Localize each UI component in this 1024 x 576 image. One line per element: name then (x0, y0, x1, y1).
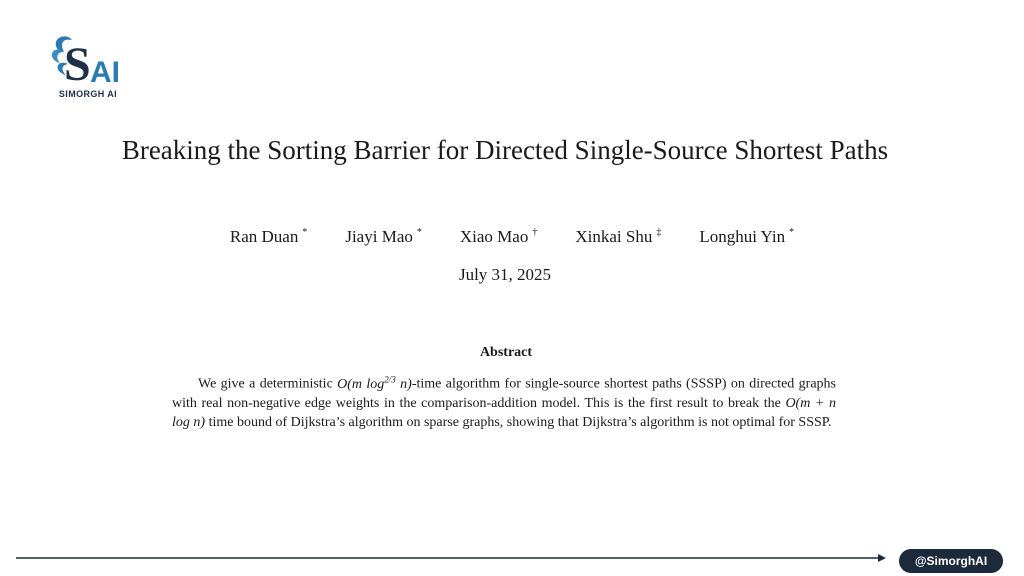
abstract-text-part: -time algorithm for single-source shortest paths (SSSP) on directed graphs with real non-negative edge weights in the comparison-addition model. This is the first result to break the (172, 376, 836, 411)
complexity-formula: O(m $\log^{2/3} n$) (337, 374, 412, 392)
abstract-heading: Abstract (479, 345, 533, 360)
logo-caption: SIMORGH AI (58, 89, 118, 99)
author-affiliation-mark: * (302, 227, 308, 239)
abstract-text-part: We give a deterministic (198, 376, 338, 392)
author-name: Longhui Yin (699, 227, 786, 246)
author-item (230, 227, 307, 247)
svg-text:S: S (64, 38, 91, 88)
paper-title: Breaking the Sorting Barrier for Directed Single-Source Shortest Paths (121, 135, 889, 165)
svg-text:AI: AI (90, 56, 120, 88)
abstract-text-part: time bound of Dijkstra’s algorithm on sparse graphs, showing that Dijkstra’s algorithm is not optimal for SSSP. (205, 414, 832, 430)
social-handle-badge[interactable]: @SimorghAI (899, 549, 1003, 573)
author-name: Xinkai Shu (575, 227, 653, 246)
author-item (575, 227, 661, 247)
author-item (345, 227, 422, 247)
author-list (0, 227, 1024, 247)
author-affiliation-mark: † (532, 227, 538, 239)
author-affiliation-mark: * (789, 227, 795, 239)
author-name: Ran Duan (229, 227, 299, 246)
dijkstra-bound-formula: O(m + n log n) (172, 395, 836, 430)
author-name: Xiao Mao (459, 227, 529, 246)
author-item (699, 227, 794, 247)
arrow-head-icon (878, 554, 886, 562)
footer-arrow-line (16, 552, 888, 564)
author-affiliation-mark: * (416, 227, 422, 239)
author-name: Jiayi Mao (345, 227, 413, 246)
simorgh-ai-logo (46, 30, 130, 102)
author-item (460, 227, 537, 247)
abstract-text (172, 370, 836, 432)
simorgh-bird-icon (46, 30, 130, 88)
author-affiliation-mark: ‡ (656, 227, 662, 239)
paper-date: July 31, 2025 (458, 265, 552, 284)
